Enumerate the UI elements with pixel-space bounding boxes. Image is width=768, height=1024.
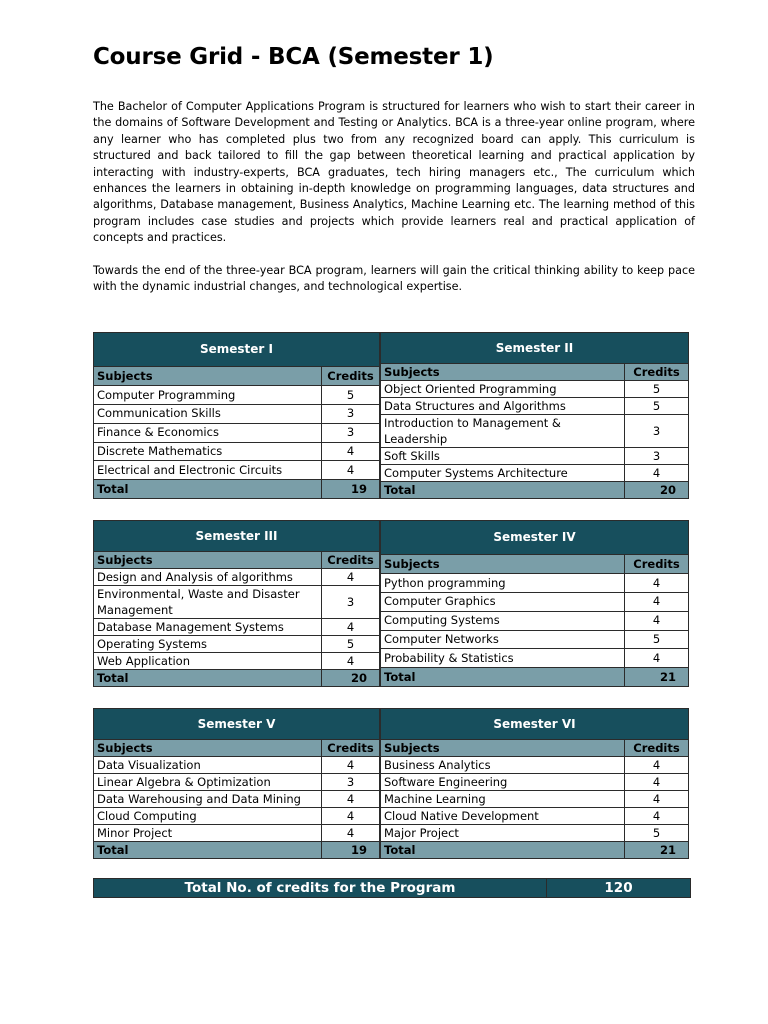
credits-cell: 4 bbox=[322, 569, 380, 586]
credits-cell: 5 bbox=[625, 825, 689, 842]
credits-cell: 4 bbox=[322, 791, 380, 808]
subject-cell: Introduction to Management & Leadership bbox=[381, 415, 625, 448]
table-row bbox=[94, 442, 380, 461]
semester-table bbox=[380, 332, 689, 499]
table-row bbox=[381, 574, 689, 593]
credits-cell: 4 bbox=[322, 825, 380, 842]
table-row bbox=[94, 569, 380, 586]
credits-cell: 5 bbox=[625, 630, 689, 649]
credits-header: Credits bbox=[322, 740, 380, 757]
subject-cell: Computing Systems bbox=[381, 611, 625, 630]
semester-title: Semester V bbox=[94, 709, 380, 740]
table-row bbox=[381, 630, 689, 649]
table-row bbox=[94, 423, 380, 442]
table-row bbox=[381, 381, 689, 398]
semester-title: Semester VI bbox=[381, 709, 689, 740]
table-row bbox=[94, 757, 380, 774]
semester-pair bbox=[93, 520, 689, 687]
page-title: Course Grid - BCA (Semester 1) bbox=[93, 44, 494, 70]
table-row bbox=[381, 825, 689, 842]
credits-cell: 4 bbox=[625, 757, 689, 774]
subject-cell: Probability & Statistics bbox=[381, 649, 625, 668]
total-credits: 20 bbox=[625, 482, 689, 499]
semester-pair bbox=[93, 708, 689, 859]
subjects-header: Subjects bbox=[381, 364, 625, 381]
intro-text bbox=[93, 99, 695, 311]
table-row bbox=[381, 791, 689, 808]
table-row bbox=[94, 404, 380, 423]
subject-cell: Soft Skills bbox=[381, 448, 625, 465]
semester-table bbox=[380, 520, 689, 687]
subject-cell: Electrical and Electronic Circuits bbox=[94, 461, 322, 480]
total-label: Total bbox=[381, 842, 625, 859]
subjects-header: Subjects bbox=[381, 740, 625, 757]
table-row bbox=[94, 619, 380, 636]
subject-cell: Data Visualization bbox=[94, 757, 322, 774]
credits-cell: 3 bbox=[625, 415, 689, 448]
table-row bbox=[381, 649, 689, 668]
subject-cell: Data Warehousing and Data Mining bbox=[94, 791, 322, 808]
subject-cell: Web Application bbox=[94, 653, 322, 670]
subject-cell: Machine Learning bbox=[381, 791, 625, 808]
grand-total-value: 120 bbox=[604, 880, 633, 896]
semester-title: Semester I bbox=[94, 333, 380, 367]
total-credits: 19 bbox=[322, 480, 380, 499]
table-row bbox=[94, 586, 380, 619]
credits-cell: 4 bbox=[625, 808, 689, 825]
subject-cell: Computer Programming bbox=[94, 386, 322, 405]
semester-title: Semester IV bbox=[381, 521, 689, 555]
table-row bbox=[94, 461, 380, 480]
table-row bbox=[94, 636, 380, 653]
total-credits: 21 bbox=[625, 668, 689, 687]
table-row bbox=[94, 825, 380, 842]
table-row bbox=[381, 774, 689, 791]
subjects-header: Subjects bbox=[381, 555, 625, 574]
subject-cell: Design and Analysis of algorithms bbox=[94, 569, 322, 586]
credits-cell: 4 bbox=[322, 808, 380, 825]
total-label: Total bbox=[94, 670, 322, 687]
table-row bbox=[381, 592, 689, 611]
semester-pair bbox=[93, 332, 689, 499]
subject-cell: Communication Skills bbox=[94, 404, 322, 423]
subject-cell: Cloud Computing bbox=[94, 808, 322, 825]
subject-cell: Data Structures and Algorithms bbox=[381, 398, 625, 415]
subject-cell: Discrete Mathematics bbox=[94, 442, 322, 461]
credits-cell: 4 bbox=[322, 461, 380, 480]
credits-header: Credits bbox=[322, 367, 380, 386]
intro-paragraph-1: The Bachelor of Computer Applications Program is structured for learners who wish to start their career in the domains of Software Development and Testing or Analytics. BCA is a three-year online program, where any learner who has completed plus two from any recognized board can apply. This curriculum is structured and back tailored to fill the gap between theoretical learning and practical application by interacting with industry-experts, BCA graduates, tech hiring managers etc., The curriculum which enhances the learners in obtaining in-depth knowledge on programming languages, data structures and algorithms, Database management, Business Analytics, Machine Learning etc. The learning method of this program includes case studies and projects which provide learners real and practical application of concepts and practices. bbox=[93, 100, 695, 245]
credits-cell: 4 bbox=[625, 611, 689, 630]
credits-cell: 4 bbox=[625, 791, 689, 808]
table-row bbox=[94, 386, 380, 405]
credits-cell: 4 bbox=[625, 774, 689, 791]
table-row bbox=[381, 465, 689, 482]
subject-cell: Environmental, Waste and Disaster Management bbox=[94, 586, 322, 619]
credits-cell: 5 bbox=[322, 386, 380, 405]
credits-cell: 3 bbox=[322, 423, 380, 442]
table-row bbox=[94, 791, 380, 808]
subjects-header: Subjects bbox=[94, 552, 322, 569]
subject-cell: Finance & Economics bbox=[94, 423, 322, 442]
table-row bbox=[94, 653, 380, 670]
total-credits: 20 bbox=[322, 670, 380, 687]
credits-cell: 5 bbox=[625, 381, 689, 398]
credits-header: Credits bbox=[625, 364, 689, 381]
subject-cell: Python programming bbox=[381, 574, 625, 593]
subjects-header: Subjects bbox=[94, 367, 322, 386]
table-row bbox=[381, 757, 689, 774]
credits-cell: 4 bbox=[625, 574, 689, 593]
subject-cell: Object Oriented Programming bbox=[381, 381, 625, 398]
total-label: Total bbox=[94, 842, 322, 859]
credits-header: Credits bbox=[625, 555, 689, 574]
credits-cell: 4 bbox=[625, 649, 689, 668]
subject-cell: Computer Networks bbox=[381, 630, 625, 649]
subject-cell: Software Engineering bbox=[381, 774, 625, 791]
table-row bbox=[381, 398, 689, 415]
semester-table bbox=[93, 520, 380, 687]
total-label: Total bbox=[381, 482, 625, 499]
subject-cell: Computer Systems Architecture bbox=[381, 465, 625, 482]
credits-cell: 4 bbox=[322, 442, 380, 461]
table-row bbox=[94, 808, 380, 825]
credits-cell: 4 bbox=[322, 653, 380, 670]
intro-paragraph-2: Towards the end of the three-year BCA program, learners will gain the critical thinking ability to keep pace with the dynamic industrial changes, and technological expertise. bbox=[93, 263, 695, 294]
total-label: Total bbox=[94, 480, 322, 499]
semester-table bbox=[93, 332, 380, 499]
total-label: Total bbox=[381, 668, 625, 687]
credits-header: Credits bbox=[625, 740, 689, 757]
subject-cell: Cloud Native Development bbox=[381, 808, 625, 825]
credits-cell: 4 bbox=[322, 619, 380, 636]
subject-cell: Business Analytics bbox=[381, 757, 625, 774]
semester-title: Semester III bbox=[94, 521, 380, 552]
subject-cell: Major Project bbox=[381, 825, 625, 842]
credits-header: Credits bbox=[322, 552, 380, 569]
grand-total-label: Total No. of credits for the Program bbox=[94, 879, 547, 897]
subject-cell: Operating Systems bbox=[94, 636, 322, 653]
subject-cell: Linear Algebra & Optimization bbox=[94, 774, 322, 791]
subject-cell: Database Management Systems bbox=[94, 619, 322, 636]
subjects-header: Subjects bbox=[94, 740, 322, 757]
credits-cell: 5 bbox=[625, 398, 689, 415]
subject-cell: Computer Graphics bbox=[381, 592, 625, 611]
credits-cell: 3 bbox=[322, 774, 380, 791]
table-row bbox=[94, 774, 380, 791]
semester-table bbox=[93, 708, 380, 859]
credits-cell: 5 bbox=[322, 636, 380, 653]
subject-cell: Minor Project bbox=[94, 825, 322, 842]
credits-cell: 3 bbox=[322, 586, 380, 619]
total-credits: 21 bbox=[625, 842, 689, 859]
credits-cell: 4 bbox=[625, 592, 689, 611]
table-row bbox=[381, 808, 689, 825]
table-row bbox=[381, 448, 689, 465]
credits-cell: 3 bbox=[322, 404, 380, 423]
semester-table bbox=[380, 708, 689, 859]
table-row bbox=[381, 611, 689, 630]
grand-total-bar bbox=[93, 878, 691, 898]
credits-cell: 4 bbox=[322, 757, 380, 774]
table-row bbox=[381, 415, 689, 448]
credits-cell: 4 bbox=[625, 465, 689, 482]
credits-cell: 3 bbox=[625, 448, 689, 465]
semester-title: Semester II bbox=[381, 333, 689, 364]
total-credits: 19 bbox=[322, 842, 380, 859]
